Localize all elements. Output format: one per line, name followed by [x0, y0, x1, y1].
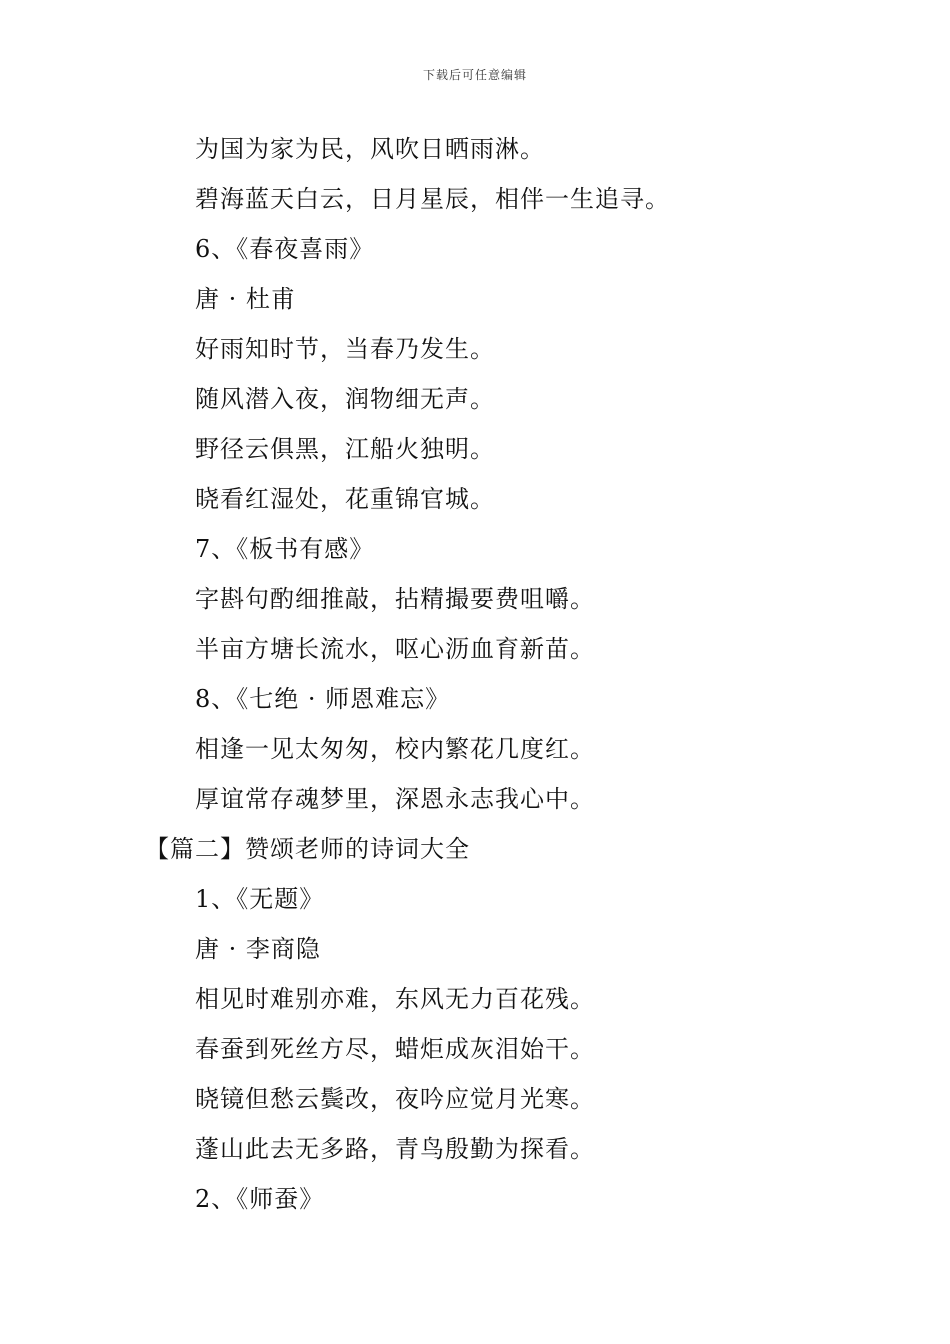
text-line: 为国为家为民，风吹日晒雨淋。 [195, 135, 545, 163]
poem-line: 晓镜但愁云鬓改，夜吟应觉月光寒。 [195, 1085, 595, 1113]
poem-line: 蓬山此去无多路，青鸟殷勤为探看。 [195, 1135, 595, 1163]
section-heading: 【篇二】赞颂老师的诗词大全 [145, 835, 470, 863]
poem-title: 6、《春夜喜雨》 [195, 235, 375, 263]
poem-line: 相见时难别亦难，东风无力百花残。 [195, 985, 595, 1013]
poem-line: 半亩方塘长流水，呕心沥血育新苗。 [195, 635, 595, 663]
poem-line: 晓看红湿处，花重锦官城。 [195, 485, 495, 513]
poem-line: 好雨知时节，当春乃发生。 [195, 335, 495, 363]
poem-line: 相逢一见太匆匆，校内繁花几度红。 [195, 735, 595, 763]
text-line: 碧海蓝天白云，日月星辰，相伴一生追寻。 [195, 185, 670, 213]
poem-line: 春蚕到死丝方尽，蜡炬成灰泪始干。 [195, 1035, 595, 1063]
poem-line: 厚谊常存魂梦里，深恩永志我心中。 [195, 785, 595, 813]
poem-title: 2、《师蚕》 [195, 1185, 325, 1213]
poem-title: 7、《板书有感》 [195, 535, 375, 563]
poem-line: 随风潜入夜，润物细无声。 [195, 385, 495, 413]
page-header: 下载后可任意编辑 [422, 68, 527, 82]
poem-author: 唐 · 李商隐 [195, 935, 321, 963]
poem-line: 字斟句酌细推敲，拈精撮要费咀嚼。 [195, 585, 595, 613]
poem-title: 1、《无题》 [195, 885, 325, 913]
poem-line: 野径云俱黑，江船火独明。 [195, 435, 495, 463]
poem-title: 8、《七绝 · 师恩难忘》 [195, 685, 451, 713]
poem-author: 唐 · 杜甫 [195, 285, 296, 313]
